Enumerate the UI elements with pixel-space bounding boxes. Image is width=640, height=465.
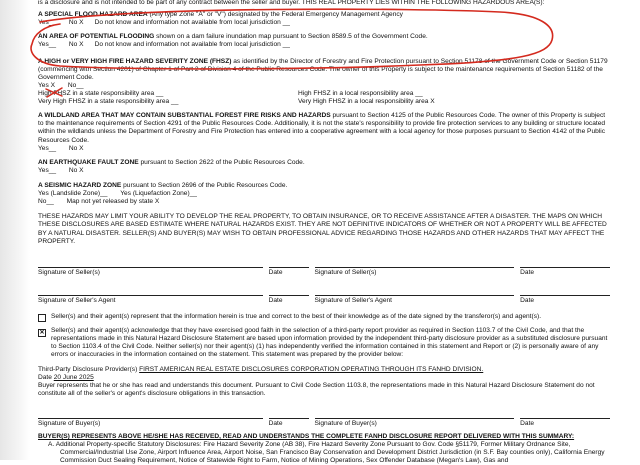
agent2-date-line[interactable] bbox=[520, 284, 610, 296]
buyer-representation-text: Buyer represents that he or she has read and understands this document. Pursuant to Civil Code Section 1103.8, the representations made in this Natural Hazard Disclosure Statement do not constitute all of the seller's or agent's disclosure obligations in this transaction. bbox=[38, 381, 595, 397]
seismic-not-released[interactable]: Map not yet released by state X bbox=[66, 198, 160, 206]
buyer-signature-label: Signature of Buyer(s) bbox=[38, 419, 101, 427]
seller2-date-line[interactable] bbox=[520, 256, 610, 268]
earthquake-section bbox=[38, 159, 610, 175]
wildland-desc: pursuant to Section 4125 of the Public Resources Code. The owner of this Property is subject to the maintenance requirements of Section 4291 of the Public Resources Code. Additionally, it is not the state's responsibility to provide fire protection services to any building or structure located within the wildlands unless the Department of Forestry and Fire Protection has entered into a cooperative agreement with a local agency for those purposes pursuant to Section 4142 of the Public Resources Code. bbox=[38, 112, 606, 144]
fire-vhigh-local[interactable]: Very High FHSZ in a local responsibility area X bbox=[298, 98, 435, 106]
provider-date-label: Date bbox=[38, 373, 54, 381]
reports-item-a: A. Additional Property-specific Statutory Disclosures: Fire Hazard Severity Zone (AB 38), Fire Hazard Severity Zone Pursuant to Gov. Code §51179, Former Military Ordnance Site, Commercial/Industrial Use Zone, Airport Influence Area, Airport Noise, San Francisco Bay Conservation and Development District Jurisdiction (in S.F. Bay counties only), California Energy Commission Duct Sealing Requirement, Notice of Statewide Right to Farm, Notice of Mining Operations, Sex Offender Database (Megan's Law), Gas and bbox=[48, 441, 605, 465]
provider-name: FIRST AMERICAN REAL ESTATE DISCLOSURES CORPORATION OPERATING THROUGH ITS FANHD DIVISION. bbox=[139, 365, 484, 373]
seller2-signature-line[interactable] bbox=[315, 256, 515, 268]
agent-signature-label: Signature of Seller's Agent bbox=[38, 296, 116, 304]
seller2-signature-label: Signature of Seller(s) bbox=[314, 268, 377, 276]
provider-label: Third-Party Disclosure Provider(s) bbox=[38, 365, 140, 373]
fire-desc: as identified by the Director of Forestry and Fire Protection pursuant to Section 51178 of the Government Code or Section 51179 (commencing with Section 4201) of Chapter 1 of Part 2 of Division 4 of the Public Resources Code. The owner of this Property is subject to the maintenance requirements of Section 51182 of the Government Code. bbox=[38, 57, 608, 81]
provider-date: 20 June 2025 bbox=[53, 373, 94, 381]
agent-signature-row bbox=[38, 284, 610, 305]
earthquake-no[interactable]: No X bbox=[68, 166, 84, 174]
flood-no[interactable]: No X bbox=[68, 19, 84, 27]
agent-date-label: Date bbox=[268, 296, 283, 304]
earthquake-desc: pursuant to Section 2622 of the Public Resources Code. bbox=[138, 158, 305, 166]
potential-no[interactable]: No X bbox=[68, 41, 84, 49]
potential-title: AN AREA OF POTENTIAL FLOODING bbox=[38, 33, 155, 41]
seismic-desc: pursuant to Section 2696 of the Public Resources Code. bbox=[121, 181, 288, 189]
buyer2-date-line[interactable] bbox=[520, 407, 610, 419]
ack-good-faith-row bbox=[38, 327, 610, 359]
fire-vhigh-state[interactable]: Very High FHSZ in a state responsibility area __ bbox=[38, 98, 179, 106]
wildland-yes[interactable]: Yes__ bbox=[38, 144, 57, 152]
seller-signature-label: Signature of Seller(s) bbox=[38, 268, 100, 276]
hazard-warning-text: THESE HAZARDS MAY LIMIT YOUR ABILITY TO DEVELOP THE REAL PROPERTY, TO OBTAIN INSURANCE, OR TO RECEIVE ASSISTANCE AFTER A DISASTER. THE MAPS ON WHICH THESE DISCLOSURES ARE BASED ESTIMATE WHERE NATURAL HAZARDS EXIST. THEY ARE NOT DEFINITIVE INDICATORS OF WHETHER OR NOT A PROPERTY WILL BE AFFECTED BY A NATURAL DISASTER. SELLER(S) AND BUYER(S) MAY WISH TO OBTAIN PROFESSIONAL ADVICE REGARDING THOSE HAZARDS AND OTHER HAZARDS THAT MAY AFFECT THE PROPERTY. bbox=[38, 213, 607, 245]
wildland-no[interactable]: No X bbox=[68, 144, 84, 152]
seismic-no[interactable]: No__ bbox=[38, 198, 54, 206]
ack-representation-checkbox[interactable] bbox=[38, 314, 46, 322]
seismic-yes-liquefaction[interactable]: Yes (Liquefaction Zone)__ bbox=[120, 190, 197, 198]
agent2-signature-line[interactable] bbox=[315, 284, 515, 296]
agent-signature-line[interactable] bbox=[38, 284, 263, 296]
seismic-yes-landslide[interactable]: Yes (Landslide Zone)__ bbox=[38, 190, 108, 198]
potential-flooding-section bbox=[38, 33, 610, 49]
fire-high-state[interactable]: High FHSZ in a state responsibility area __ bbox=[38, 89, 164, 97]
buyer2-signature-label: Signature of Buyer(s) bbox=[314, 419, 377, 427]
flood-hazard-section bbox=[38, 11, 610, 27]
seller-date-label: Date bbox=[268, 268, 283, 276]
fire-title: A HIGH or VERY HIGH FIRE HAZARD SEVERITY ZONE (FHSZ) bbox=[38, 57, 232, 65]
provider-block bbox=[38, 366, 610, 398]
fire-no[interactable]: No__ bbox=[67, 81, 84, 89]
flood-yes[interactable]: Yes__ bbox=[38, 19, 57, 27]
seismic-title: A SEISMIC HAZARD ZONE bbox=[38, 181, 122, 189]
buyer-signature-line[interactable] bbox=[38, 407, 263, 419]
ack-representation-row bbox=[38, 313, 610, 324]
buyer-date-label: Date bbox=[268, 419, 283, 427]
buyer2-date-label: Date bbox=[520, 419, 535, 427]
intro-text: is a disclosure and is not intended to be part of any contract between the seller and buyer. THIS REAL PROPERTY LIES WITHIN THE FOLLOWING HAZARDOUS AREA(S): bbox=[38, 0, 545, 6]
flood-title: A SPECIAL FLOOD HAZARD AREA bbox=[38, 11, 148, 19]
fire-high-local[interactable]: High FHSZ in a local responsibility area __ bbox=[298, 89, 423, 97]
earthquake-title: AN EARTHQUAKE FAULT ZONE bbox=[38, 158, 139, 166]
potential-yes[interactable]: Yes__ bbox=[38, 41, 57, 49]
wildland-section bbox=[38, 112, 610, 153]
agent2-date-label: Date bbox=[520, 296, 535, 304]
seller-signature-line[interactable] bbox=[38, 256, 263, 268]
buyer2-signature-line[interactable] bbox=[315, 407, 515, 419]
natural-hazard-disclosure-page bbox=[38, 0, 610, 465]
seller-signature-row bbox=[38, 256, 610, 277]
potential-desc: shown on a dam failure inundation map pursuant to Section 8589.5 of the Government Code. bbox=[154, 33, 428, 41]
reports-title: BUYER(S) REPRESENTS ABOVE HE/SHE HAS RECEIVED, READ AND UNDERSTANDS THE COMPLETE FANHD DISCLOSURE REPORT DELIVERED WITH THIS SUMMARY: bbox=[38, 433, 575, 441]
ack-good-faith-checkbox[interactable]: ✕ bbox=[39, 330, 45, 337]
fire-yes[interactable]: Yes X bbox=[38, 81, 55, 89]
page-edge-shadow bbox=[0, 0, 30, 460]
flood-desc: (Any type Zone "A" or "V") designated by the Federal Emergency Management Agency bbox=[147, 11, 403, 19]
seller2-date-label: Date bbox=[520, 268, 535, 276]
wildland-title: A WILDLAND AREA THAT MAY CONTAIN SUBSTANTIAL FOREST FIRE RISKS AND HAZARDS bbox=[38, 112, 331, 120]
ack-good-faith-text: Seller(s) and their agent(s) acknowledge that they have exercised good faith in the selection of a third-party report provider as required in Section 1103.7 of the Civil Code, and that the representations made in this Natural Hazard Disclosure Statement are based upon information provided by the independent third-party disclosure provider as a substituted disclosure pursuant to Section 1103.4 of the Civil Code. Neither seller(s) nor their agent(s) (1) has independently verified the information contained in this statement and Report or (2) is personally aware of any errors or inaccuracies in the information contained on the statement. This statement was prepared by the provider below: bbox=[51, 327, 608, 359]
earthquake-yes[interactable]: Yes__ bbox=[38, 166, 57, 174]
agent2-signature-label: Signature of Seller's Agent bbox=[314, 296, 393, 304]
buyer-date-line[interactable] bbox=[269, 407, 309, 419]
flood-dontknow[interactable]: Do not know and information not available from local jurisdiction __ bbox=[94, 19, 290, 27]
seller-date-line[interactable] bbox=[269, 256, 309, 268]
ack-representation-text: Seller(s) and their agent(s) represent that the information herein is true and correct to the best of their knowledge as of the date signed by the transferor(s) and agent(s). bbox=[51, 312, 542, 320]
potential-dontknow[interactable]: Do not know and information not available from local jurisdiction __ bbox=[94, 41, 290, 49]
seismic-section bbox=[38, 182, 610, 206]
fire-hazard-section bbox=[38, 58, 610, 107]
agent-date-line[interactable] bbox=[269, 284, 309, 296]
buyer-signature-row bbox=[38, 407, 610, 428]
